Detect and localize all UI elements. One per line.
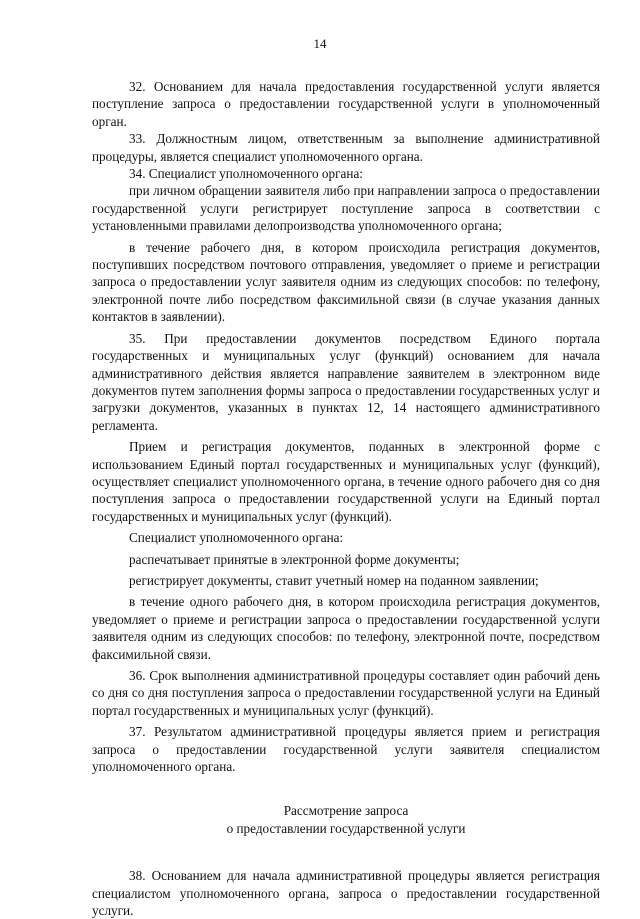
paragraph-35-notify: в течение одного рабочего дня, в котором происходила регистрация документов, уведомляет о приеме и регистрации запроса о предоставлении государственной услуги заявителя одним из следующих способов: по телефону, электронной почте, посредством факсимильной связи. — [92, 594, 600, 662]
section-title-line-2: о предоставлении государственной услуги — [226, 820, 466, 836]
paragraph-35-register-documents: регистрирует документы, ставит учетный номер на поданном заявлении; — [129, 572, 539, 588]
paragraph-34-item-personal: при личном обращении заявителя либо при направлении запроса о предоставлении государственной услуги регистрирует поступление запроса в соответствии с установленными правилами делопроизводства уполномоченного органа; — [92, 183, 600, 234]
paragraph-36: 36. Срок выполнения административной процедуры составляет один рабочий день со дня со дня поступления запроса о предоставлении государственной услуги на Единый портал государственных и муниципальных услуг (функций). — [92, 668, 600, 718]
paragraph-35-specialist: Специалист уполномоченного органа: — [129, 530, 344, 546]
section-title — [92, 802, 600, 837]
paragraph-35: 35. При предоставлении документов посредством Единого портала государственных и муниципальных услуг (функций) основанием для начала административного действия является направление заявителем в электронном виде документов путем заполнения формы запроса о предоставлении государственных услуг и загрузки документов, указанных в пунктах 12, 14 настоящего административного регламента. — [92, 330, 600, 433]
paragraph-35-electronic-reception: Прием и регистрация документов, поданных в электронной форме с использованием Единый портал государственных и муниципальных услуг (функций), осуществляет специалист уполномоченного органа, в течение одного рабочего дня со дня поступления запроса о предоставлении государственной услуги на Единый портал государственных и муниципальных услуг (функций). — [92, 439, 600, 524]
paragraph-38: 38. Основанием для начала административной процедуры является регистрация специалистом уполномоченного органа, запроса о предоставлении государственной услуги. — [92, 868, 600, 919]
paragraph-35-print-documents: распечатывает принятые в электронной форме документы; — [129, 551, 460, 567]
paragraph-33: 33. Должностным лицом, ответственным за выполнение административной процедуры, является специалист уполномоченного органа. — [92, 131, 600, 164]
document-body — [92, 78, 600, 919]
paragraph-34-item-postal: в течение рабочего дня, в котором происходила регистрация документов, поступивших посредством почтового отправления, уведомляет о приеме и регистрации запроса о предоставлении услуг заявителя одним из следующих способов: по телефону, электронной почте либо посредством факсимильной связи (в случае указания данных контактов в заявлении). — [92, 239, 600, 325]
paragraph-32: 32. Основанием для начала предоставления государственной услуги является поступление запроса о предоставлении государственной услуги в уполномоченный орган. — [92, 79, 600, 129]
page-number: 14 — [313, 36, 327, 51]
paragraph-34: 34. Специалист уполномоченного органа: — [129, 166, 363, 182]
paragraph-37: 37. Результатом административной процедуры является прием и регистрация запроса о предоставлении государственной услуги заявителя специалистом уполномоченного органа. — [92, 724, 600, 775]
section-title-line-1: Рассмотрение запроса — [283, 803, 409, 819]
